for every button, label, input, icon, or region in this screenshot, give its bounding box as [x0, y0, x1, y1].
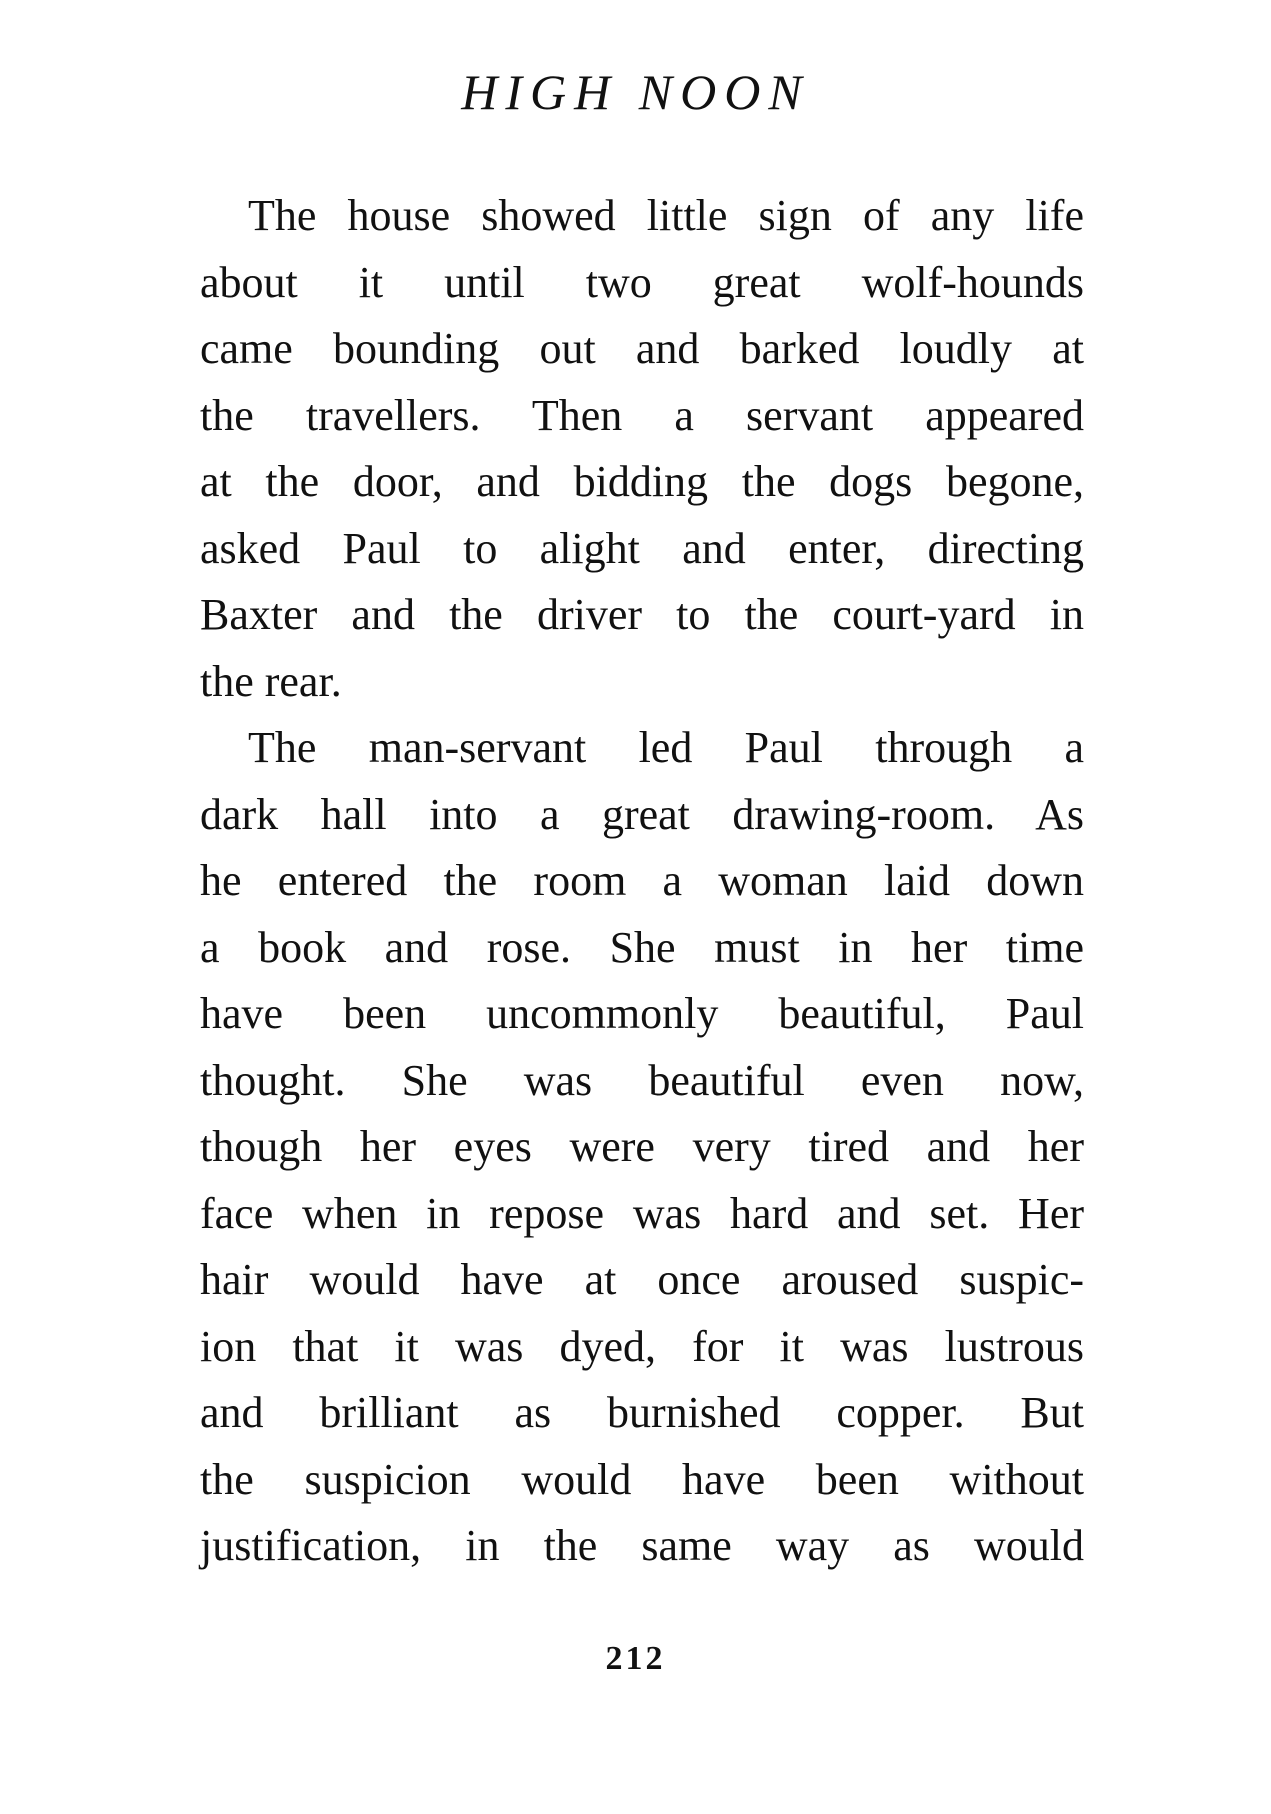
page-number: 212 [605, 1640, 666, 1677]
text-line: at the door, and bidding the dogs begone, [200, 457, 1084, 506]
text-line: the rear. [200, 656, 342, 706]
text-line: justification, in the same way as would [200, 1521, 1084, 1570]
text-line: asked Paul to alight and enter, directing [200, 523, 1084, 573]
text-line: about it until two great wolf-hounds [200, 257, 1084, 307]
text-line: though her eyes were very tired and her [200, 1122, 1084, 1171]
text-line: The house showed little sign of any life [248, 191, 1084, 240]
text-line: the suspicion would have been without [200, 1454, 1084, 1504]
text-line: hair would have at once aroused suspic- [200, 1255, 1084, 1304]
text-line: Baxter and the driver to the court-yard in [200, 590, 1084, 639]
text-line: dark hall into a great drawing-room. As [200, 789, 1084, 839]
text-line: The man-servant led Paul through a [248, 723, 1084, 772]
text-line: a book and rose. She must in her time [200, 922, 1084, 972]
running-head: HIGH NOON [461, 64, 810, 120]
text-line: ion that it was dyed, for it was lustrous [200, 1321, 1084, 1371]
text-line: and brilliant as burnished copper. But [200, 1388, 1084, 1437]
text-line: came bounding out and barked loudly at [200, 324, 1084, 373]
text-line: thought. She was beautiful even now, [200, 1055, 1084, 1105]
text-line: have been uncommonly beautiful, Paul [200, 989, 1084, 1038]
text-line: he entered the room a woman laid down [200, 856, 1084, 905]
text-line: the travellers. Then a servant appeared [200, 390, 1084, 440]
text-line: face when in repose was hard and set. Her [200, 1188, 1084, 1238]
body-text [200, 183, 1084, 1580]
